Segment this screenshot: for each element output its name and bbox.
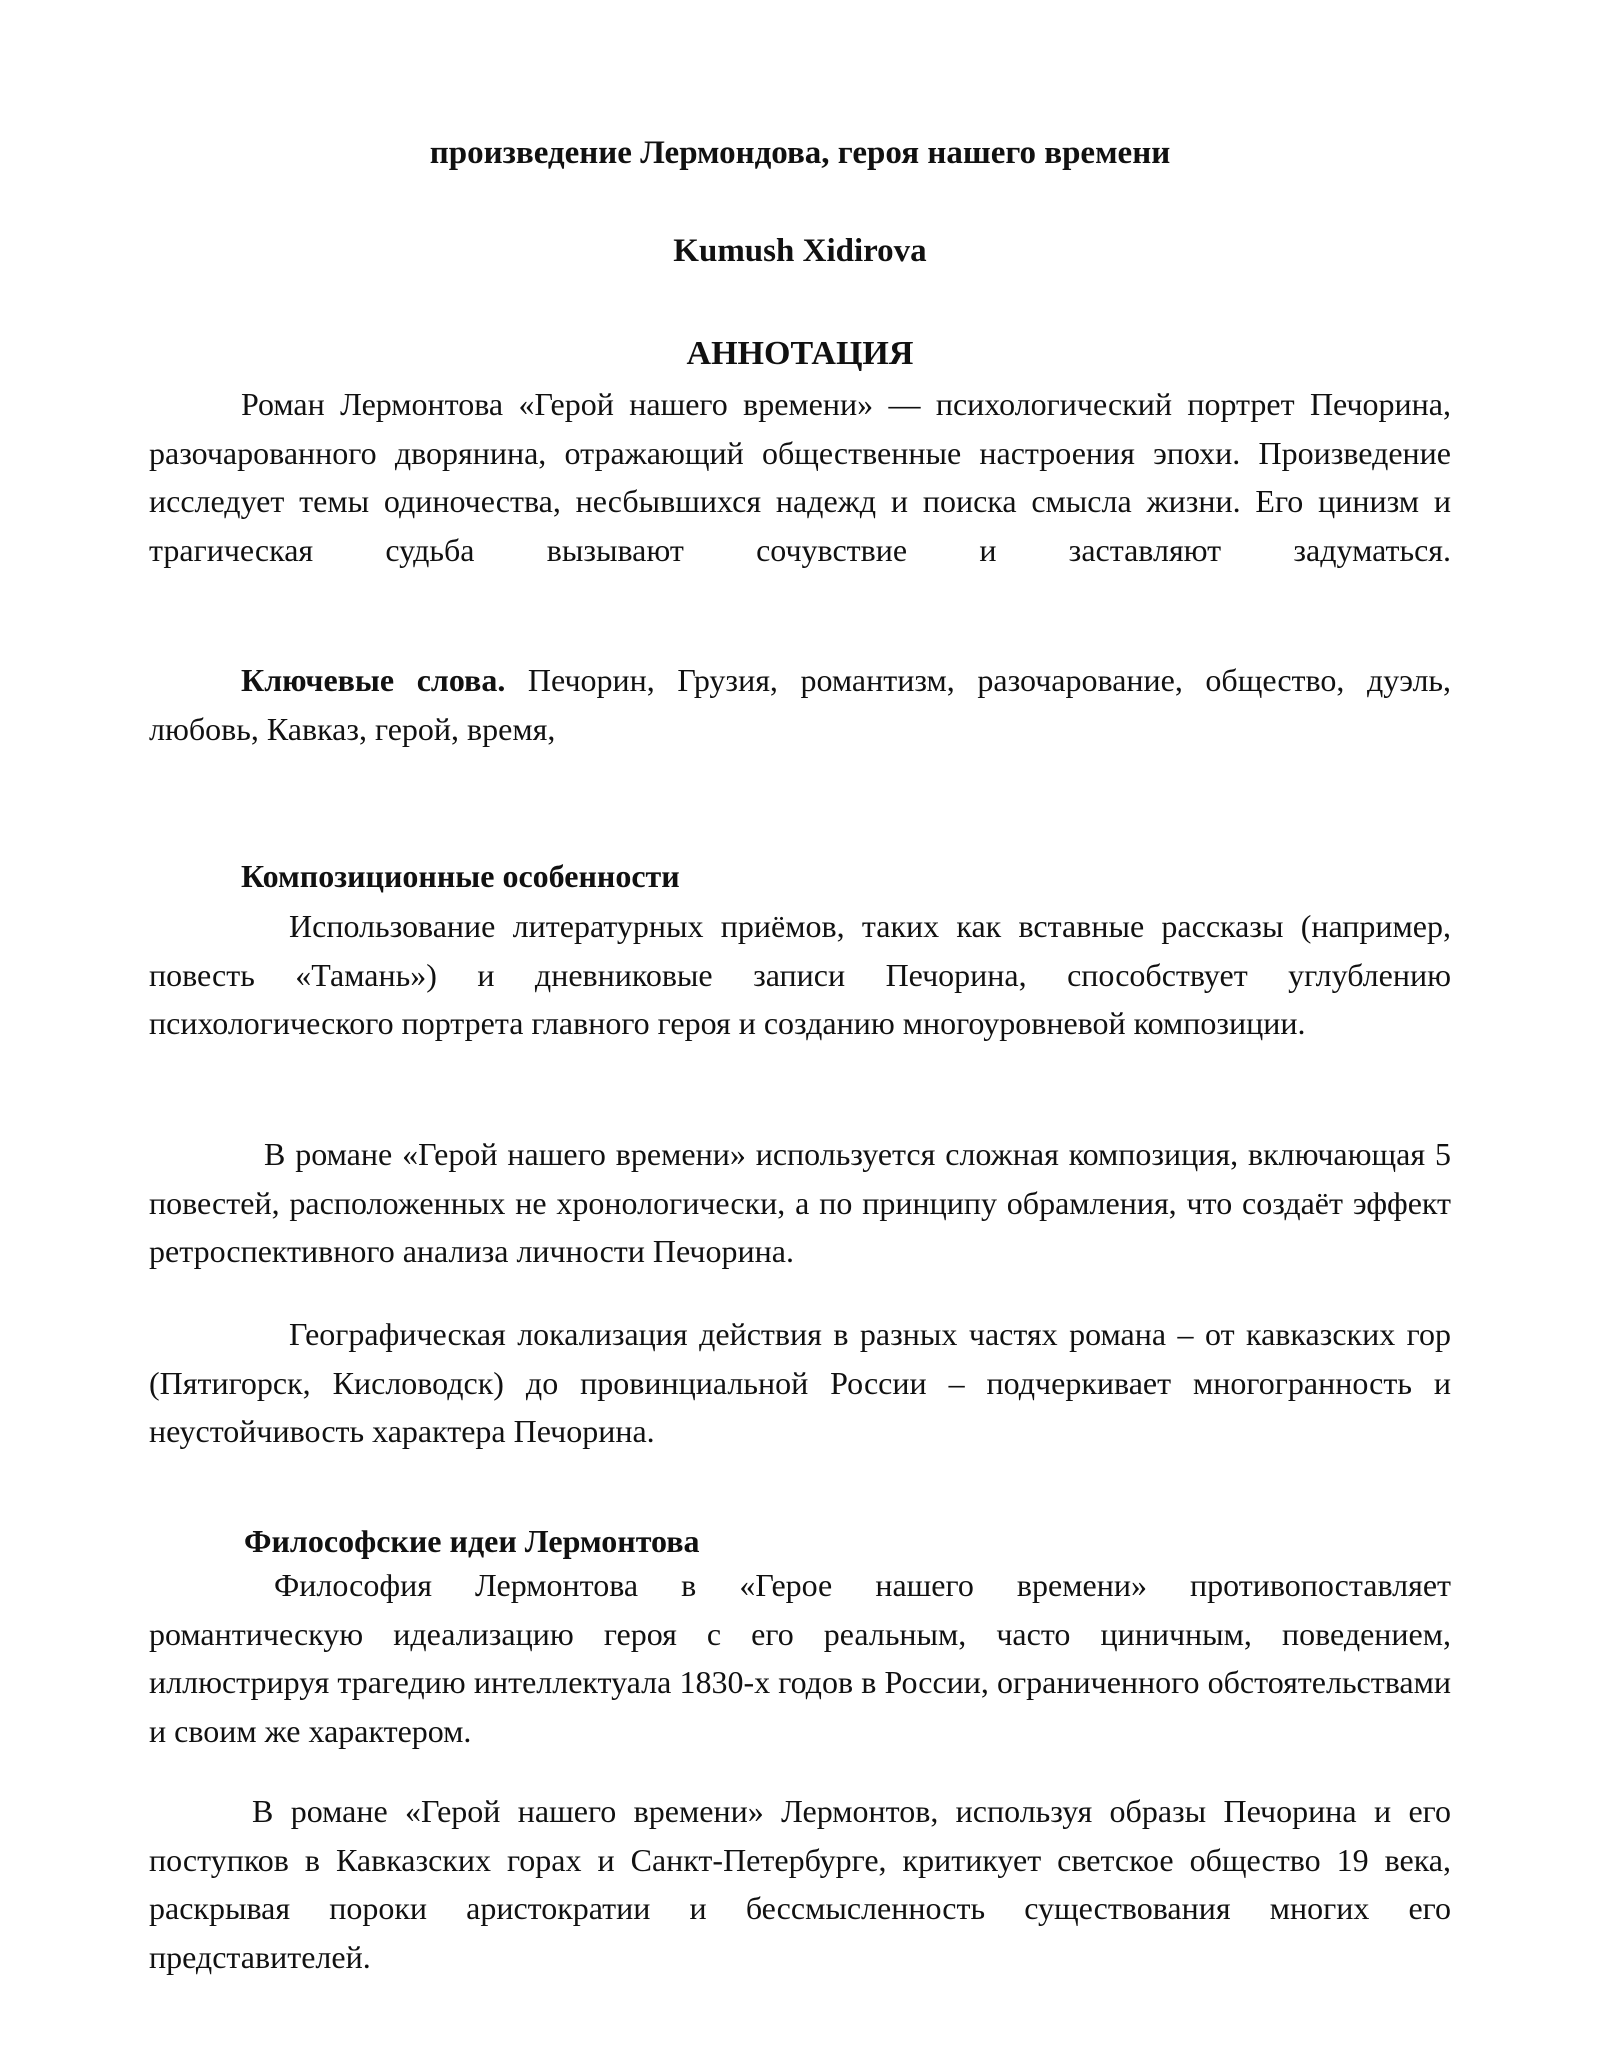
keywords-text: Печорин, Грузия, романтизм, разочарование, общество, дуэль, любовь, Кавказ, герой, время, (149, 662, 1452, 747)
philosophy-paragraph-1: Философия Лермонтова в «Герое нашего времени» противопоставляет романтическую идеализацию героя с его реальным, часто циничным, поведением, иллюстрируя трагедию интеллектуала 1830-х годов в России, ограниченного обстоятельствами и своим же характером. (149, 1567, 1451, 1749)
section-heading-composition: Композиционные особенности (241, 858, 680, 894)
philosophy-paragraph-2: В романе «Герой нашего времени» Лермонтов, используя образы Печорина и его поступков в Кавказских горах и Санкт-Петербурге, критикует светское общество 19 века, раскрывая пороки аристократии и бессмысленность существования многих его представителей. (149, 1793, 1451, 1975)
keywords-label: Ключевые слова. (241, 662, 506, 698)
document-page (149, 0, 1451, 2070)
composition-paragraph-2: В романе «Герой нашего времени» используется сложная композиция, включающая 5 повестей, расположенных не хронологически, а по принципу обрамления, что создаёт эффект ретроспективного анализа личности Печорина. (149, 1136, 1451, 1269)
keywords-paragraph (149, 656, 1451, 753)
annotation-heading: АННОТАЦИЯ (686, 335, 914, 372)
composition-paragraph-3: Географическая локализация действия в разных частях романа – от кавказских гор (Пятигорск, Кисловодск) до провинциальной России – подчеркивает многогранность и неустойчивость характера Печорина. (149, 1316, 1451, 1449)
document-title: произведение Лермондова, героя нашего времени (429, 135, 1171, 171)
author-name: Kumush Xidirova (673, 233, 927, 269)
composition-paragraph-1: Использование литературных приёмов, таких как вставные рассказы (например, повесть «Тамань») и дневниковые записи Печорина, способствует углублению психологического портрета главного героя и созданию многоуровневой композиции. (149, 908, 1451, 1041)
annotation-text: Роман Лермонтова «Герой нашего времени» — психологический портрет Печорина, разочарованного дворянина, отражающий общественные настроения эпохи. Произведение исследует темы одиночества, несбывшихся надежд и поиска смысла жизни. Его цинизм и трагическая судьба вызывают сочувствие и заставляют задуматься. (149, 386, 1451, 568)
section-heading-philosophy: Философские идеи Лермонтова (244, 1523, 700, 1559)
